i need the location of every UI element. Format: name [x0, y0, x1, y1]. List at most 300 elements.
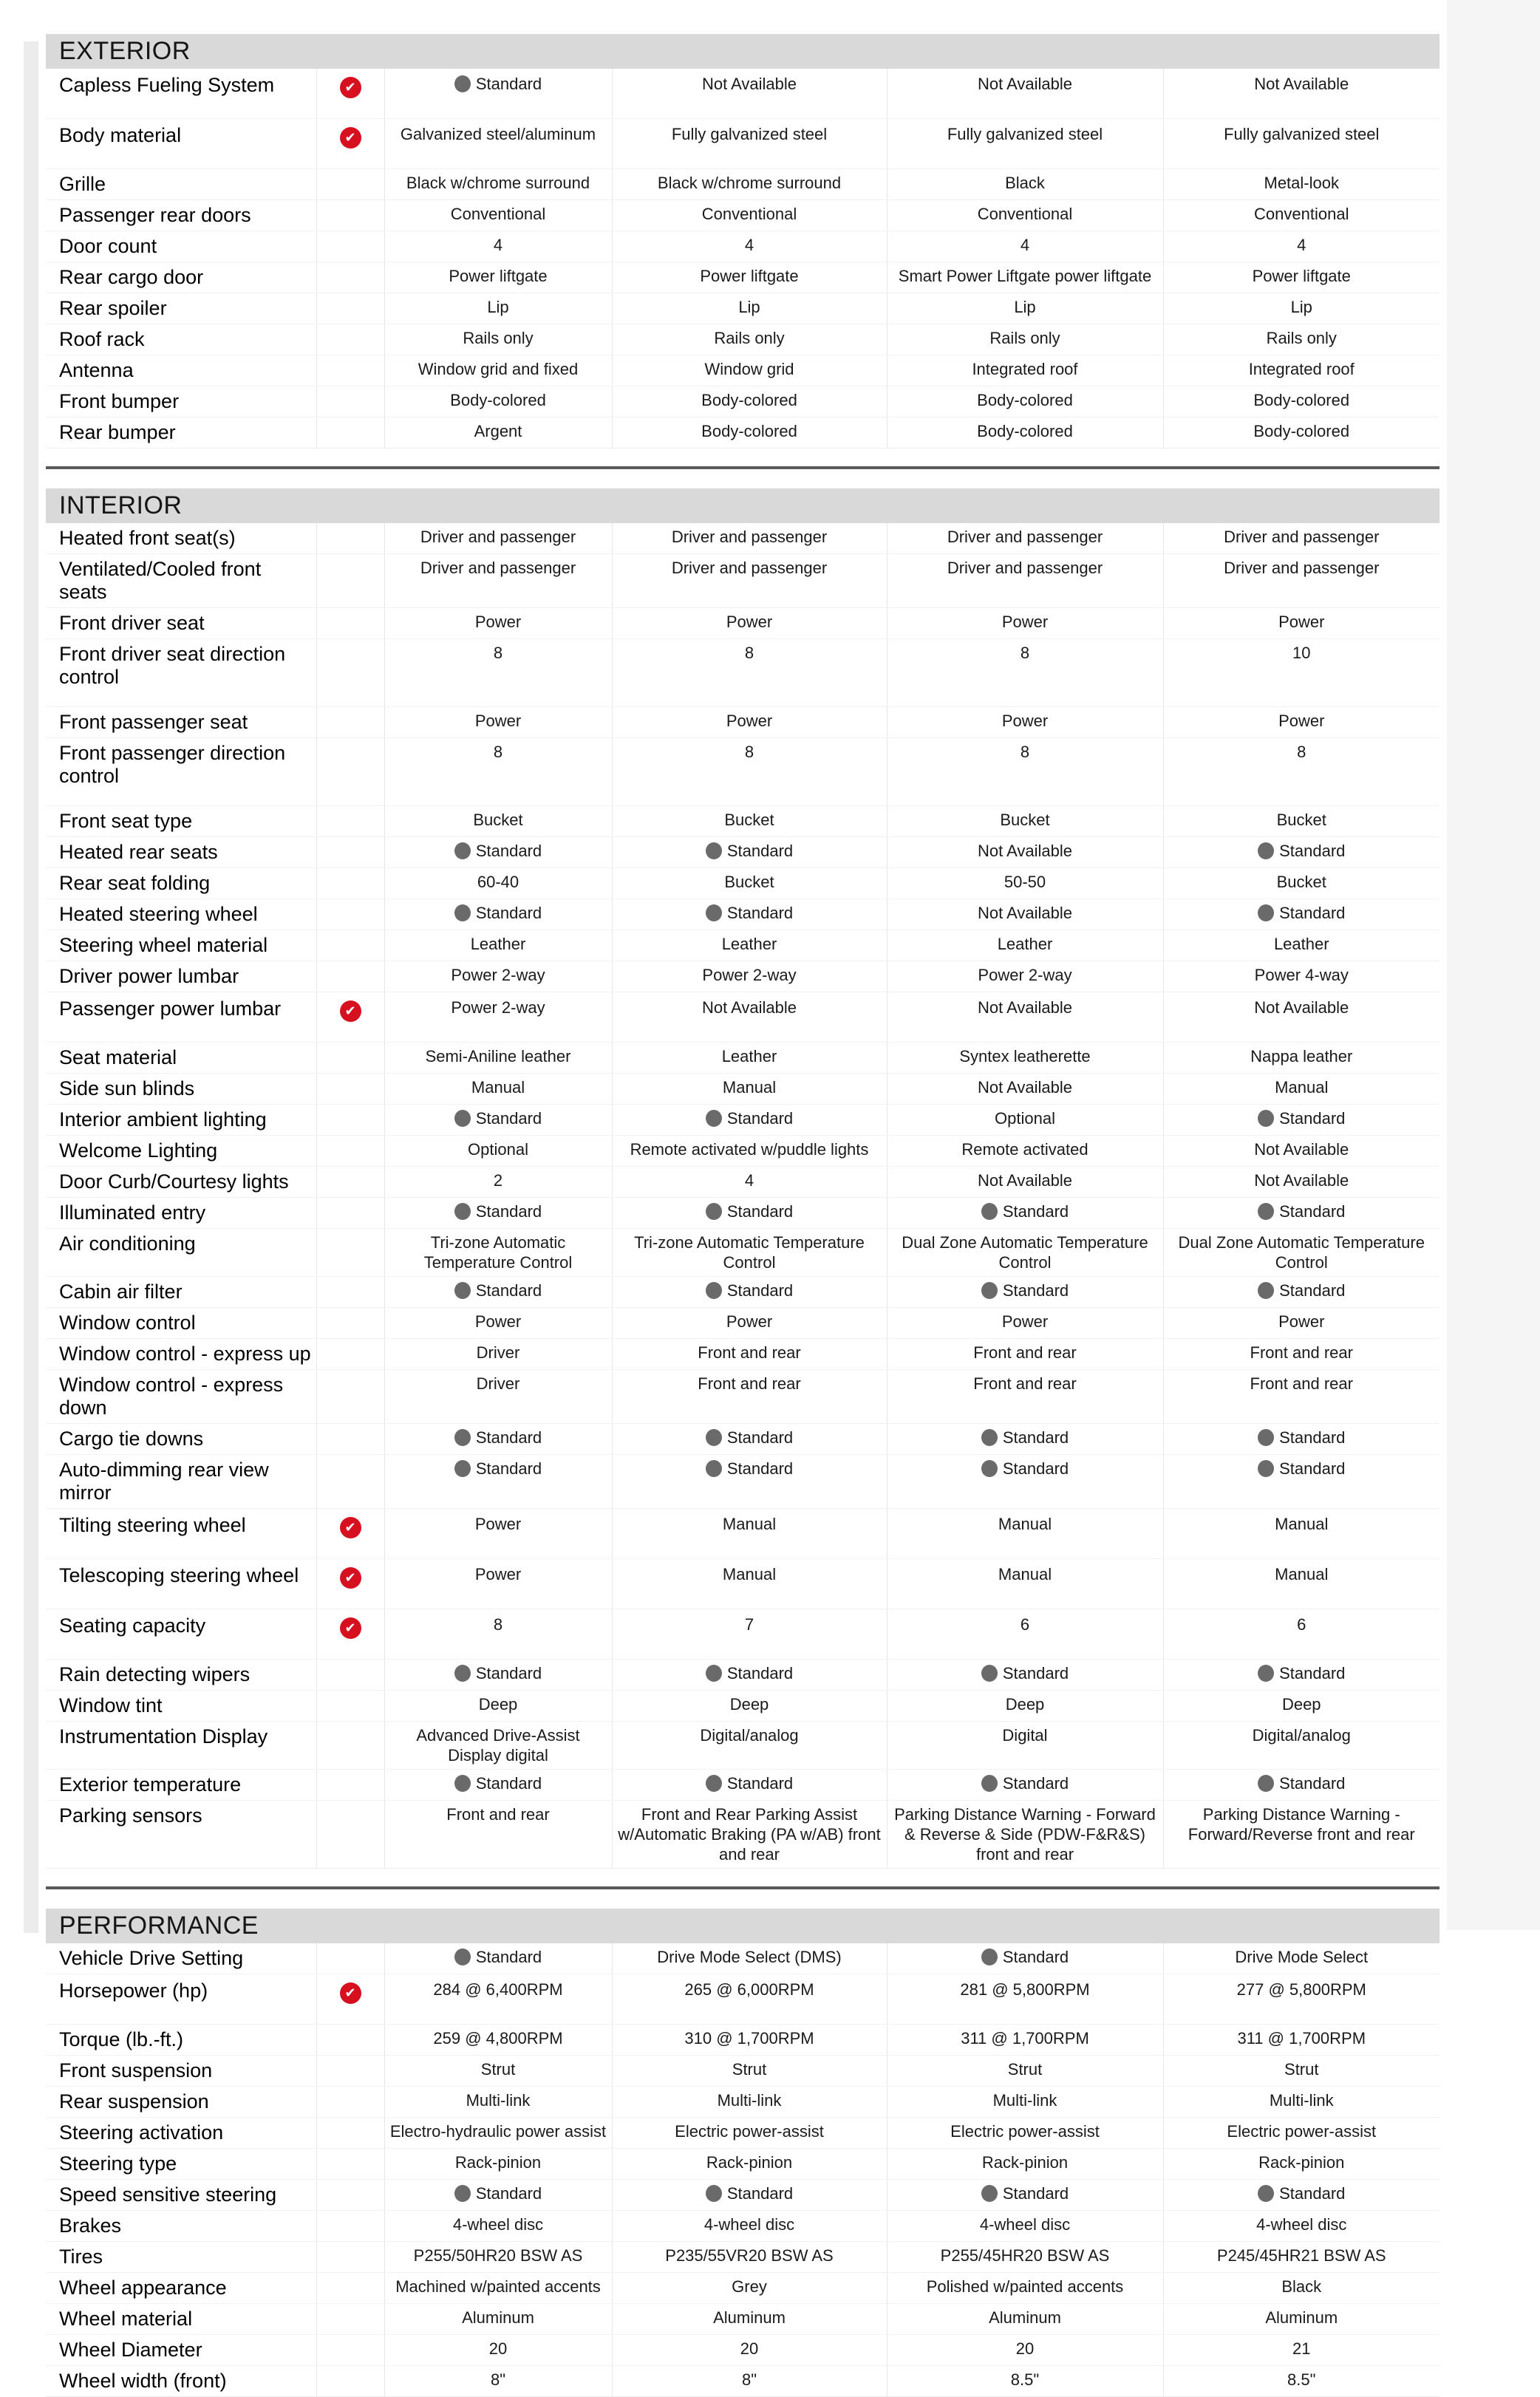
standard-dot-icon — [981, 1948, 998, 1965]
value-text: 4 — [744, 236, 754, 254]
value-text: 4 — [493, 236, 503, 254]
value-cell — [612, 1136, 887, 1167]
value-text: Not Available — [1254, 75, 1349, 93]
value-text: Power liftgate — [1252, 267, 1351, 285]
check-cell — [316, 868, 384, 899]
value-cell — [612, 417, 887, 449]
spec-row — [46, 523, 1440, 554]
check-cell — [316, 806, 384, 837]
value-cell — [612, 738, 887, 806]
spec-row — [46, 1559, 1440, 1609]
value-cell — [1163, 2304, 1440, 2335]
feature-cell — [46, 1770, 316, 1801]
value-cell — [612, 2273, 887, 2304]
value-text: Power — [1001, 613, 1049, 631]
standard-dot-icon — [454, 1775, 471, 1792]
value-text: 4 — [1020, 236, 1030, 254]
value-cell — [612, 868, 887, 899]
value-cell — [887, 837, 1163, 868]
value-text: Bucket — [1276, 873, 1326, 891]
value-cell — [887, 119, 1163, 169]
standard-dot-icon — [1258, 1429, 1274, 1446]
value-cell — [384, 2149, 612, 2180]
value-cell — [612, 1722, 887, 1770]
value-cell — [612, 1509, 887, 1559]
value-cell — [612, 639, 887, 707]
value-cell — [384, 1559, 612, 1609]
value-text: Driver and passenger — [671, 528, 828, 546]
feature-label: Window tint — [59, 1694, 163, 1716]
standard-dot-icon — [981, 1460, 998, 1477]
value-cell — [887, 324, 1163, 355]
value-text: Bucket — [1000, 811, 1050, 829]
check-icon — [340, 1000, 361, 1022]
vehicle-comparison-table — [38, 0, 1447, 2392]
value-cell — [384, 2025, 612, 2056]
value-cell — [384, 2087, 612, 2118]
value-cell — [612, 1229, 887, 1277]
value-text: 8 — [1020, 743, 1030, 761]
spec-row — [46, 868, 1440, 899]
section-header — [46, 488, 1440, 523]
value-cell — [612, 1198, 887, 1229]
value-cell — [384, 1722, 612, 1770]
section-title: PERFORMANCE — [59, 1912, 259, 1940]
spec-row — [46, 1370, 1440, 1424]
feature-cell — [46, 355, 316, 386]
value-cell — [384, 2211, 612, 2242]
feature-label: Front passenger seat — [59, 711, 248, 733]
value-cell — [384, 1043, 612, 1074]
value-text: 8 — [1297, 743, 1306, 761]
feature-label: Vehicle Drive Setting — [59, 1947, 244, 1969]
feature-label: Window control - express up — [59, 1343, 311, 1365]
standard-dot-icon — [706, 1203, 722, 1220]
value-text: Manual — [1275, 1515, 1329, 1533]
value-text: Leather — [721, 1047, 777, 1065]
value-cell — [887, 1198, 1163, 1229]
feature-label: Illuminated entry — [59, 1201, 206, 1224]
feature-cell — [46, 1136, 316, 1167]
value-text: 265 @ 6,000RPM — [684, 1980, 814, 1999]
value-text: Bucket — [473, 811, 523, 829]
value-cell — [887, 868, 1163, 899]
standard-dot-icon — [454, 1665, 471, 1682]
feature-label: Exterior temperature — [59, 1773, 242, 1796]
value-cell — [887, 2056, 1163, 2087]
standard-dot-icon — [706, 1110, 722, 1127]
feature-label: Steering wheel material — [59, 934, 268, 956]
value-cell — [887, 523, 1163, 554]
value-cell — [612, 930, 887, 961]
spec-row — [46, 2366, 1440, 2397]
value-cell — [887, 554, 1163, 608]
feature-label: Torque (lb.-ft.) — [59, 2028, 184, 2050]
value-text: Standard — [726, 1428, 794, 1447]
feature-label: Heated front seat(s) — [59, 527, 236, 549]
check-cell — [316, 69, 384, 119]
value-text: Power — [726, 1312, 773, 1331]
value-text: Dual Zone Automatic Temperature Control — [1178, 1233, 1425, 1272]
value-text: 8 — [1020, 644, 1030, 662]
value-cell — [1163, 293, 1440, 324]
value-text: Tri-zone Automatic Temperature Control — [634, 1233, 865, 1272]
feature-cell — [46, 1801, 316, 1869]
feature-label: Passenger power lumbar — [59, 998, 282, 1020]
spec-row — [46, 1974, 1440, 2025]
value-cell — [1163, 1770, 1440, 1801]
standard-dot-icon — [1258, 904, 1274, 921]
spec-row — [46, 1943, 1440, 1974]
value-cell — [887, 2335, 1163, 2366]
value-cell — [887, 355, 1163, 386]
feature-cell — [46, 2366, 316, 2397]
value-text: 284 @ 6,400RPM — [433, 1980, 563, 1999]
check-cell — [316, 324, 384, 355]
value-text: Aluminum — [989, 2308, 1061, 2327]
value-cell — [1163, 1370, 1440, 1424]
value-text: Power — [474, 613, 522, 631]
value-text: Black — [1281, 2277, 1322, 2296]
section-header — [46, 34, 1440, 69]
value-cell — [887, 1943, 1163, 1974]
value-cell — [384, 1660, 612, 1691]
spec-row — [46, 2242, 1440, 2273]
value-cell — [1163, 899, 1440, 930]
feature-label: Door count — [59, 235, 157, 257]
value-text: Smart Power Liftgate power liftgate — [898, 267, 1152, 285]
value-cell — [612, 1974, 887, 2025]
check-icon — [340, 1982, 361, 2004]
spec-row — [46, 2149, 1440, 2180]
value-text: Leather — [1273, 935, 1329, 953]
value-cell — [384, 1136, 612, 1167]
spec-row — [46, 355, 1440, 386]
spec-row — [46, 1691, 1440, 1722]
value-text: Manual — [471, 1078, 525, 1097]
value-text: Body-colored — [977, 422, 1073, 440]
value-cell — [612, 2087, 887, 2118]
standard-dot-icon — [706, 904, 722, 921]
check-cell — [316, 837, 384, 868]
value-cell — [887, 1167, 1163, 1198]
value-text: Standard — [726, 1109, 794, 1128]
value-text: 4 — [744, 1171, 754, 1190]
feature-label: Rear bumper — [59, 421, 176, 443]
feature-cell — [46, 1509, 316, 1559]
check-cell — [316, 608, 384, 639]
spec-table — [46, 1943, 1440, 2397]
value-cell — [887, 1308, 1163, 1339]
value-text: Electric power-assist — [675, 2122, 824, 2141]
standard-dot-icon — [454, 1460, 471, 1477]
value-cell — [1163, 1043, 1440, 1074]
feature-label: Grille — [59, 173, 106, 195]
standard-dot-icon — [981, 1665, 998, 1682]
spec-row — [46, 837, 1440, 868]
value-text: Standard — [726, 1202, 794, 1221]
value-text: Electric power-assist — [1227, 2122, 1377, 2141]
value-cell — [1163, 2211, 1440, 2242]
section-divider — [46, 466, 1440, 469]
value-text: Fully galvanized steel — [947, 125, 1103, 143]
value-text: Lip — [487, 298, 509, 316]
value-cell — [612, 2242, 887, 2273]
feature-label: Front driver seat direction control — [59, 643, 286, 688]
value-cell — [384, 1609, 612, 1660]
value-cell — [1163, 2025, 1440, 2056]
value-cell — [1163, 2149, 1440, 2180]
value-cell — [612, 806, 887, 837]
value-cell — [1163, 231, 1440, 262]
check-cell — [316, 1722, 384, 1770]
value-cell — [1163, 608, 1440, 639]
spec-row — [46, 2180, 1440, 2211]
value-text: 4 — [1297, 236, 1306, 254]
value-cell — [1163, 262, 1440, 293]
feature-label: Door Curb/Courtesy lights — [59, 1170, 289, 1193]
spec-row — [46, 386, 1440, 417]
value-text: 311 @ 1,700RPM — [1237, 2029, 1366, 2047]
check-cell — [316, 262, 384, 293]
value-text: 10 — [1292, 644, 1311, 662]
value-cell — [612, 608, 887, 639]
value-text: Standard — [475, 1459, 542, 1478]
value-cell — [887, 2242, 1163, 2273]
feature-cell — [46, 1339, 316, 1370]
check-cell — [316, 707, 384, 738]
value-text: Digital/analog — [700, 1726, 799, 1745]
standard-dot-icon — [981, 2185, 998, 2202]
feature-label: Telescoping steering wheel — [59, 1564, 299, 1586]
value-cell — [384, 2056, 612, 2087]
value-cell — [384, 2335, 612, 2366]
value-cell — [1163, 1801, 1440, 1869]
value-cell — [1163, 1229, 1440, 1277]
value-cell — [384, 2242, 612, 2273]
value-text: Standard — [726, 1459, 794, 1478]
check-cell — [316, 1277, 384, 1308]
feature-label: Window control — [59, 1312, 196, 1334]
value-cell — [384, 554, 612, 608]
check-cell — [316, 1198, 384, 1229]
value-text: Bucket — [724, 873, 774, 891]
check-cell — [316, 554, 384, 608]
value-cell — [1163, 1455, 1440, 1509]
value-cell — [612, 2366, 887, 2397]
value-cell — [887, 1455, 1163, 1509]
value-cell — [887, 1660, 1163, 1691]
value-cell — [612, 899, 887, 930]
value-text: Not Available — [977, 904, 1072, 922]
value-cell — [1163, 639, 1440, 707]
value-cell — [887, 1801, 1163, 1869]
feature-label: Horsepower (hp) — [59, 1980, 208, 2002]
value-text: Standard — [1279, 2184, 1346, 2203]
value-cell — [887, 1277, 1163, 1308]
value-text: 60-40 — [477, 873, 519, 891]
value-text: Power 2-way — [451, 998, 545, 1017]
feature-cell — [46, 806, 316, 837]
feature-cell — [46, 2335, 316, 2366]
check-cell — [316, 2211, 384, 2242]
value-text: Bucket — [1276, 811, 1326, 829]
value-text: Strut — [480, 2060, 516, 2079]
feature-cell — [46, 2304, 316, 2335]
spec-row — [46, 738, 1440, 806]
value-cell — [612, 2149, 887, 2180]
value-cell — [384, 1770, 612, 1801]
feature-label: Rear cargo door — [59, 266, 204, 288]
standard-dot-icon — [1258, 1203, 1274, 1220]
value-cell — [612, 2056, 887, 2087]
value-cell — [612, 1277, 887, 1308]
feature-cell — [46, 386, 316, 417]
spec-row — [46, 1043, 1440, 1074]
value-text: Galvanized steel/aluminum — [400, 125, 596, 143]
value-cell — [887, 169, 1163, 200]
feature-cell — [46, 1455, 316, 1509]
value-cell — [1163, 1943, 1440, 1974]
value-text: Bucket — [724, 811, 774, 829]
value-text: Strut — [732, 2060, 767, 2079]
standard-dot-icon — [1258, 842, 1274, 859]
value-cell — [887, 1559, 1163, 1609]
value-cell — [384, 1455, 612, 1509]
value-text: Driver — [476, 1343, 520, 1362]
value-text: Power — [726, 712, 773, 730]
check-cell — [316, 1424, 384, 1455]
value-cell — [384, 608, 612, 639]
value-text: Multi-link — [992, 2091, 1057, 2110]
feature-cell — [46, 1277, 316, 1308]
value-text: Aluminum — [713, 2308, 786, 2327]
feature-label: Seat material — [59, 1046, 177, 1068]
feature-label: Front bumper — [59, 390, 180, 412]
value-cell — [612, 2180, 887, 2211]
value-text: 281 @ 5,800RPM — [960, 1980, 1090, 1999]
standard-dot-icon — [981, 1775, 998, 1792]
value-text: Optional — [995, 1109, 1055, 1128]
value-cell — [1163, 1277, 1440, 1308]
value-cell — [1163, 554, 1440, 608]
value-cell — [384, 355, 612, 386]
feature-label: Wheel appearance — [59, 2277, 227, 2299]
spec-row — [46, 608, 1440, 639]
check-cell — [316, 961, 384, 992]
spec-row — [46, 1801, 1440, 1869]
feature-cell — [46, 930, 316, 961]
value-cell — [1163, 2056, 1440, 2087]
check-cell — [316, 293, 384, 324]
value-text: Front and Rear Parking Assist w/Automatic Braking (PA w/AB) front and rear — [618, 1805, 881, 1864]
value-text: 4-wheel disc — [1256, 2215, 1347, 2234]
value-text: Power — [1278, 712, 1325, 730]
value-cell — [1163, 2087, 1440, 2118]
value-cell — [384, 1691, 612, 1722]
feature-cell — [46, 2180, 316, 2211]
spec-row — [46, 899, 1440, 930]
check-cell — [316, 2118, 384, 2149]
value-cell — [612, 1770, 887, 1801]
value-cell — [1163, 69, 1440, 119]
value-text: 6 — [1020, 1615, 1030, 1634]
value-cell — [384, 1198, 612, 1229]
value-cell — [612, 2304, 887, 2335]
value-text: Rack-pinion — [981, 2153, 1069, 2172]
value-text: Multi-link — [466, 2091, 531, 2110]
feature-cell — [46, 324, 316, 355]
spec-row — [46, 707, 1440, 738]
feature-label: Heated rear seats — [59, 841, 218, 863]
feature-label: Rain detecting wipers — [59, 1663, 251, 1685]
check-cell — [316, 1136, 384, 1167]
value-text: Standard — [726, 1281, 794, 1300]
value-text: Body-colored — [977, 391, 1073, 409]
value-text: Conventional — [450, 205, 546, 223]
check-cell — [316, 639, 384, 707]
value-cell — [384, 262, 612, 293]
value-cell — [612, 837, 887, 868]
feature-cell — [46, 262, 316, 293]
spec-row — [46, 961, 1440, 992]
value-text: Polished w/painted accents — [926, 2277, 1124, 2296]
standard-dot-icon — [981, 1282, 998, 1299]
value-cell — [612, 1801, 887, 1869]
value-text: Driver and passenger — [947, 528, 1103, 546]
standard-dot-icon — [454, 1429, 471, 1446]
check-cell — [316, 2056, 384, 2087]
section-divider — [46, 1886, 1440, 1889]
value-cell — [612, 1339, 887, 1370]
value-text: Power — [1001, 1312, 1049, 1331]
check-cell — [316, 1609, 384, 1660]
feature-cell — [46, 738, 316, 806]
feature-cell — [46, 1198, 316, 1229]
value-cell — [887, 1105, 1163, 1136]
check-cell — [316, 1691, 384, 1722]
value-cell — [1163, 1339, 1440, 1370]
check-cell — [316, 2366, 384, 2397]
value-text: Power — [726, 613, 773, 631]
value-text: Driver and passenger — [671, 559, 828, 577]
value-cell — [887, 738, 1163, 806]
value-cell — [887, 417, 1163, 449]
feature-label: Parking sensors — [59, 1804, 202, 1827]
feature-cell — [46, 608, 316, 639]
value-text: Drive Mode Select — [1235, 1948, 1369, 1966]
value-text: P255/50HR20 BSW AS — [413, 2246, 583, 2265]
value-cell — [1163, 2335, 1440, 2366]
spec-row — [46, 200, 1440, 231]
value-cell — [887, 899, 1163, 930]
feature-label: Tires — [59, 2246, 103, 2268]
spec-row — [46, 1105, 1440, 1136]
feature-label: Cargo tie downs — [59, 1428, 204, 1450]
value-text: Standard — [475, 2184, 542, 2203]
feature-label: Instrumentation Display — [59, 1725, 268, 1748]
value-text: Standard — [1279, 1459, 1346, 1478]
check-cell — [316, 2273, 384, 2304]
value-cell — [384, 1370, 612, 1424]
check-cell — [316, 417, 384, 449]
feature-label: Driver power lumbar — [59, 965, 239, 987]
value-text: Window grid — [704, 360, 794, 378]
value-cell — [612, 2211, 887, 2242]
check-cell — [316, 1339, 384, 1370]
spec-row — [46, 2335, 1440, 2366]
standard-dot-icon — [981, 1429, 998, 1446]
